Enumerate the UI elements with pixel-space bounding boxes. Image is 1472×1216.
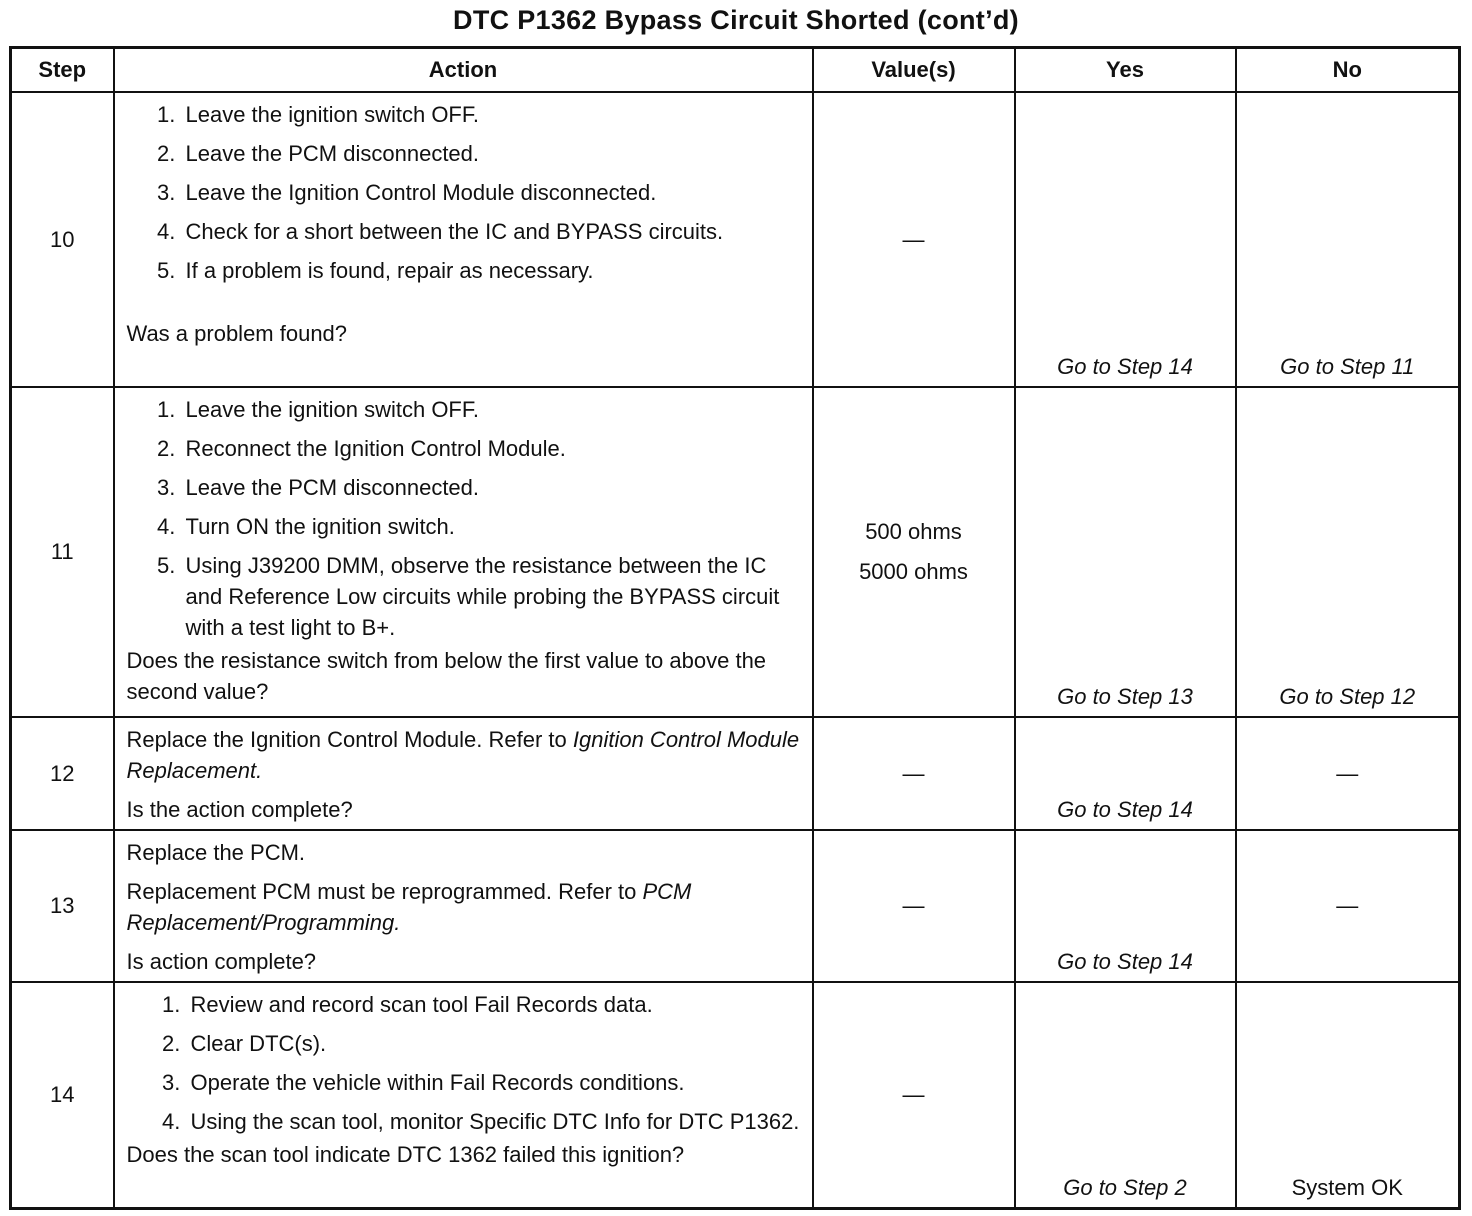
value-min: 500 ohms	[865, 519, 962, 544]
list-item: 2. Clear DTC(s).	[187, 1028, 802, 1059]
page-title: DTC P1362 Bypass Circuit Shorted (cont’d)	[453, 5, 1019, 35]
list-item: 3. Leave the PCM disconnected.	[182, 472, 802, 503]
list-item: 4. Turn ON the ignition switch.	[182, 511, 802, 542]
header-row	[11, 48, 1460, 93]
action-text	[127, 724, 802, 786]
value-cell	[813, 717, 1015, 830]
no-cell: —	[1236, 717, 1460, 830]
no-cell: System OK	[1236, 982, 1460, 1208]
value-text: —	[902, 760, 925, 786]
yes-cell: Go to Step 14	[1015, 92, 1236, 387]
yes-cell: Go to Step 13	[1015, 387, 1236, 717]
step-number: 11	[11, 387, 114, 717]
action-text: Replace the PCM.	[126, 840, 306, 865]
step-number: 12	[11, 717, 114, 830]
table-row	[11, 830, 1460, 982]
action-list	[127, 394, 802, 643]
header-action: Action	[114, 48, 813, 93]
header-yes: Yes	[1015, 48, 1236, 93]
value-max: 5000 ohms	[859, 559, 968, 584]
diagnostic-table	[9, 46, 1461, 1210]
action-cell	[114, 717, 813, 830]
header-step: Step	[11, 48, 114, 93]
yes-cell: Go to Step 14	[1015, 830, 1236, 982]
action-instruction: Replace the Ignition Control Module. Refer to	[126, 727, 567, 752]
list-item: 1. Review and record scan tool Fail Records data.	[187, 989, 802, 1020]
value-text: —	[902, 226, 925, 252]
action-list	[127, 989, 802, 1137]
table-row	[11, 387, 1460, 717]
yes-cell: Go to Step 14	[1015, 717, 1236, 830]
step-number: 10	[11, 92, 114, 387]
action-text	[127, 876, 802, 938]
list-item: 1. Leave the ignition switch OFF.	[182, 99, 802, 130]
table-row	[11, 982, 1460, 1208]
step-number: 13	[11, 830, 114, 982]
action-cell	[114, 92, 813, 387]
action-question: Does the resistance switch from below the first value to above the second value?	[126, 648, 767, 704]
list-item: 5. Using J39200 DMM, observe the resistance between the IC and Reference Low circuits while probing the BYPASS circuit with a test light to B+.	[182, 550, 802, 643]
action-instruction: Replacement PCM must be reprogrammed. Refer to	[126, 879, 637, 904]
value-cell	[813, 387, 1015, 717]
no-cell: —	[1236, 830, 1460, 982]
action-question: Was a problem found?	[126, 321, 348, 346]
action-cell	[114, 982, 813, 1208]
list-item: 2. Leave the PCM disconnected.	[182, 138, 802, 169]
value-text: —	[902, 1081, 925, 1107]
no-cell: Go to Step 12	[1236, 387, 1460, 717]
table-row	[11, 717, 1460, 830]
list-item: 4. Using the scan tool, monitor Specific DTC Info for DTC P1362.	[187, 1106, 802, 1137]
value-cell	[813, 982, 1015, 1208]
action-question: Does the scan tool indicate DTC 1362 failed this ignition?	[126, 1142, 685, 1167]
value-cell	[813, 830, 1015, 982]
value-text: —	[902, 893, 925, 918]
action-cell	[114, 830, 813, 982]
list-item: 1. Leave the ignition switch OFF.	[182, 394, 802, 425]
step-number: 14	[11, 982, 114, 1208]
list-item: 2. Reconnect the Ignition Control Module.	[182, 433, 802, 464]
reference-link[interactable]: Ignition Control Module Replacement.	[126, 727, 800, 783]
action-question: Is action complete?	[126, 949, 317, 974]
list-item: 3. Leave the Ignition Control Module disconnected.	[182, 177, 802, 208]
list-item: 5. If a problem is found, repair as necessary.	[182, 255, 802, 286]
list-item: 3. Operate the vehicle within Fail Records conditions.	[187, 1067, 802, 1098]
header-values: Value(s)	[813, 48, 1015, 93]
action-list	[127, 99, 802, 286]
yes-cell: Go to Step 2	[1015, 982, 1236, 1208]
no-cell: Go to Step 11	[1236, 92, 1460, 387]
value-cell	[813, 92, 1015, 387]
header-no: No	[1236, 48, 1460, 93]
action-question: Is the action complete?	[126, 797, 353, 822]
action-cell	[114, 387, 813, 717]
reference-link[interactable]: PCM Replacement/Programming.	[126, 879, 692, 935]
table-row	[11, 92, 1460, 387]
list-item: 4. Check for a short between the IC and BYPASS circuits.	[182, 216, 802, 247]
